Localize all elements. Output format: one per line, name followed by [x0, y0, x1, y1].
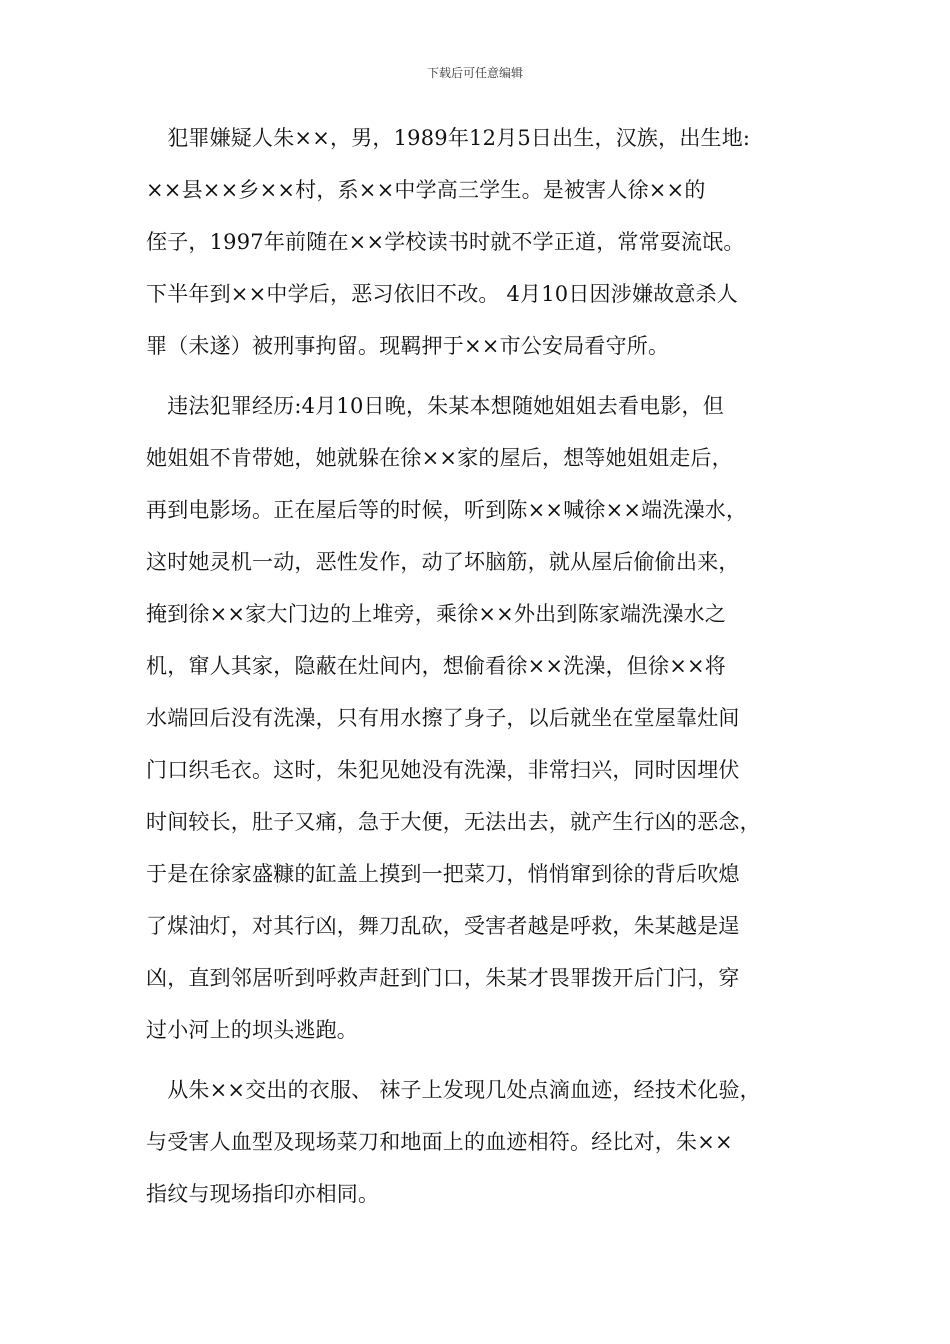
- text-line: ××县××乡××村，系××中学高三学生。是被害人徐××的: [146, 178, 706, 202]
- text-line: 了煤油灯，对其行凶，舞刀乱砍，受害者越是呼救，朱某越是逞: [146, 914, 740, 938]
- text-line: 机，窜人其家，隐蔽在灶间内，想偷看徐××洗澡，但徐××将: [146, 654, 726, 678]
- text-line: 掩到徐××家大门边的上堆旁，乘徐××外出到陈家端洗澡水之: [146, 602, 726, 626]
- text-line: 从朱××交出的衣服、 袜子上发现几处点滴血迹，经技术化验，: [146, 1078, 761, 1102]
- text-line: 门口织毛衣。这时，朱犯见她没有洗澡，非常扫兴，同时因埋伏: [146, 758, 740, 782]
- paragraph-evidence: [146, 1064, 826, 1220]
- text-line: 再到电影场。正在屋后等的时候，听到陈××喊徐××端洗澡水，: [146, 498, 748, 522]
- text-line: 于是在徐家盛糠的缸盖上摸到一把菜刀，悄悄窜到徐的背后吹熄: [146, 862, 740, 886]
- text-line: 罪（未遂）被刑事拘留。现羁押于××市公安局看守所。: [146, 334, 670, 358]
- text-line: 与受害人血型及现场菜刀和地面上的血迹相符。经比对，朱××: [146, 1130, 733, 1154]
- paragraph-suspect-info: [146, 112, 826, 372]
- paragraph-criminal-history: [146, 380, 826, 1056]
- page-header: 下载后可任意编辑: [426, 66, 523, 80]
- text-line: 指纹与现场指印亦相同。: [146, 1182, 380, 1206]
- text-line: 违法犯罪经历:4月10日晚，朱某本想随她姐姐去看电影，但: [146, 394, 724, 418]
- text-line: 凶，直到邻居听到呼救声赶到门口，朱某才畏罪拨开后门闩，穿: [146, 966, 740, 990]
- text-line: 过小河上的坝头逃跑。: [146, 1018, 358, 1042]
- text-line: 这时她灵机一动，恶性发作，动了坏脑筋，就从屋后偷偷出来，: [146, 550, 740, 574]
- text-line: 犯罪嫌疑人朱××，男，1989年12月5日出生，汉族，出生地:: [146, 126, 751, 150]
- text-line: 水端回后没有洗澡，只有用水擦了身子，以后就坐在堂屋靠灶间: [146, 706, 740, 730]
- text-line: 她姐姐不肯带她，她就躲在徐××家的屋后，想等她姐姐走后，: [146, 446, 733, 470]
- text-line: 侄子，1997年前随在××学校读书时就不学正道，常常耍流氓。: [146, 230, 745, 254]
- text-line: 下半年到××中学后，恶习依旧不改。 4月10日因涉嫌故意杀人: [146, 282, 738, 306]
- text-line: 时间较长，肚子又痛，急于大便，无法出去，就产生行凶的恶念，: [146, 810, 761, 834]
- document-body: [146, 112, 826, 1228]
